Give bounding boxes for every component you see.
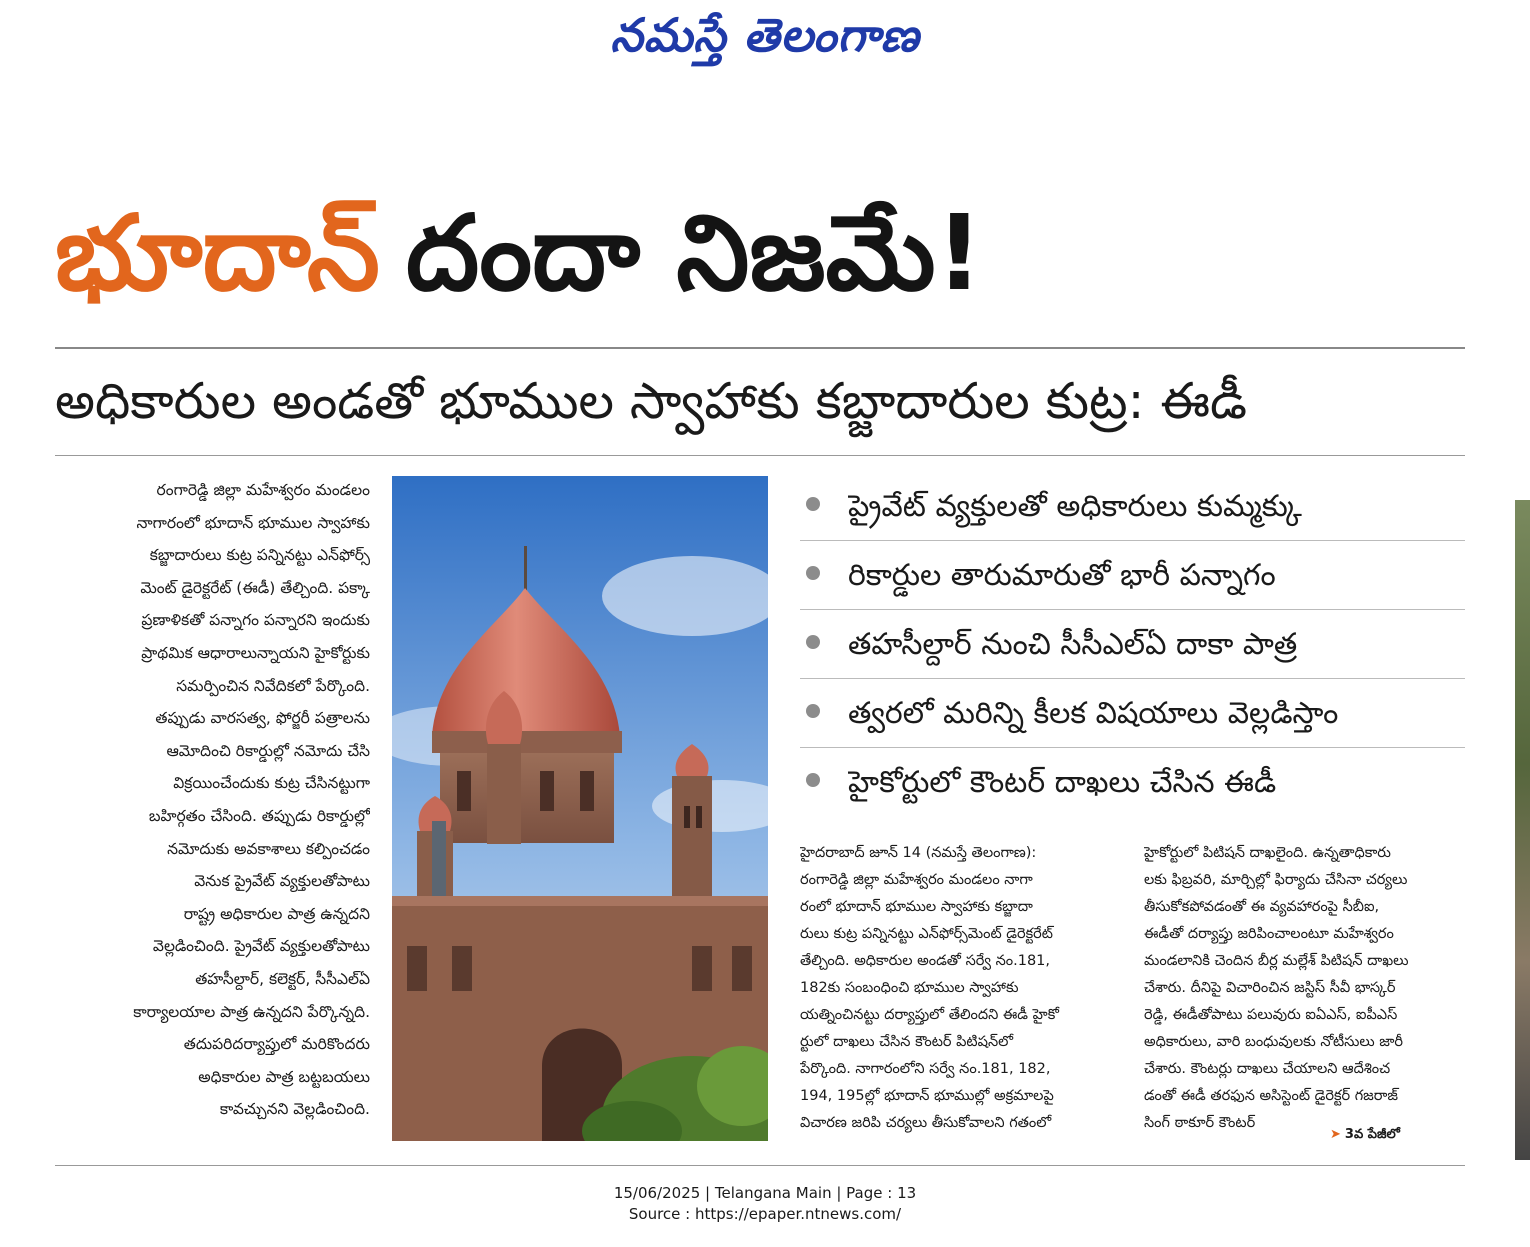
key-point-text: తహసీల్దార్ నుంచి సీసీఎల్ఏ దాకా పాత్ర [848,627,1298,662]
intro-line: ప్రణాళికతో పన్నాగం పన్నారని ఇందుకు [141,611,370,630]
divider [55,347,1465,349]
article-body-column-2 [1144,840,1464,1145]
intro-column [62,474,370,1146]
body-line: మండలానికి చెందిన బీర్ల మల్లేశ్ పిటిషన్ దాఖలు [1144,953,1409,969]
intro-line: తప్పుడు వారసత్వ, ఫోర్జరీ పత్రాలను [155,709,370,728]
body-line: హైదరాబాద్ జూన్ 14 (నమస్తే తెలంగాణ): [800,845,1037,861]
body-line: 182కు సంబంధించి భూముల స్వాహాకు [800,980,1019,996]
adjacent-page-photo-edge [1515,500,1530,1160]
continued-on-page-marker [1330,1124,1460,1146]
intro-line: విక్రయించేందుకు కుట్ర చేసినట్టుగా [173,774,370,793]
key-point-text: ప్రైవేట్ వ్యక్తులతో అధికారులు కుమ్మక్కు [848,489,1302,524]
body-line: లకు ఫిబ్రవరి, మార్చిల్లో ఫిర్యాదు చేసినా చర్యలు [1144,872,1408,888]
sub-headline: అధికారుల అండతో భూముల స్వాహాకు కబ్జాదారుల కుట్ర: ఈడీ [55,372,1248,430]
key-point [800,679,1465,748]
main-headline [55,168,1475,338]
intro-line: అధికారుల పాత్ర బట్టబయలు [198,1067,370,1086]
body-line: 194, 195ల్లో భూదాన్ భూముల్లో అక్రమాలపై [800,1088,1054,1104]
intro-line: ప్రాథమిక ఆధారాలున్నాయని హైకోర్టుకు [141,643,370,662]
continued-page-label: 3వ పేజీలో [1344,1127,1400,1142]
body-line: హైకోర్టులో పిటిషన్ దాఖలైంది. ఉన్నతాధికారు [1144,845,1391,861]
body-line: డంతో ఈడీ తరఫున అసిస్టెంట్ డైరెక్టర్ గజరాజ్ [1144,1088,1398,1104]
divider [55,455,1465,456]
body-line: విచారణ జరిపి చర్యలు తీసుకోవాలని గతంలో [800,1115,1052,1131]
body-line: ఈడీతో దర్యాప్తు జరిపించాలంటూ మహేశ్వరం [1144,926,1394,942]
body-line: పేర్కొంది. నాగారంలోని సర్వే నం.181, 182, [800,1061,1051,1077]
intro-line: కార్యాలయాల పాత్ర ఉన్నదని పేర్కొన్నది. [133,1002,370,1021]
key-point [800,610,1465,679]
body-line: ర్టులో దాఖలు చేసిన కౌంటర్ పిటిషన్‌లో [800,1034,1014,1050]
key-point-text: త్వరలో మరిన్ని కీలక విషయాలు వెల్లడిస్తాం [848,696,1339,731]
intro-line: నమోదుకు అవకాశాలు కల్పించడం [167,839,370,858]
newspaper-masthead [0,8,1530,78]
key-point [800,748,1465,817]
body-line: చేశారు. కౌంటర్లు దాఖలు చేయాలని ఆదేశించ [1144,1061,1391,1077]
key-point [800,472,1465,541]
bullet-dot-icon [806,566,820,580]
intro-line: తహసీల్దార్, కలెక్టర్, సీసీఎల్ఏ [195,969,370,988]
intro-line: బహిర్గతం చేసింది. తప్పుడు రికార్డుల్లో [148,806,370,825]
intro-line: నాగారంలో భూదాన్ భూముల స్వాహాకు [136,513,370,532]
intro-line: రాష్ట్ర అధికారుల పాత్ర ఉన్నదని [183,904,370,923]
body-line: రంలో భూదాన్ భూముల స్వాహాకు కబ్జాదా [800,899,1033,915]
headline-black-part: దందా నిజమే! [405,192,983,314]
bullet-dot-icon [806,497,820,511]
divider [55,1165,1465,1166]
body-line: యత్నించినట్టు దర్యాప్తులో తేలిందని ఈడీ హైకో [800,1007,1059,1023]
intro-line: తదుపరిదర్యాప్తులో మరికొందరు [183,1035,370,1054]
headline-orange-part: భూదాన్ [55,192,380,314]
intro-line: వెనుక ప్రైవేట్ వ్యక్తులతోపాటు [194,872,370,891]
body-line: రెడ్డి, ఈడీతోపాటు పలువురు ఐఏఎస్, ఐపీఎస్ [1144,1007,1398,1023]
intro-line: సమర్పించిన నివేదికలో పేర్కొంది. [176,676,370,695]
key-points-list [800,472,1465,817]
body-line: రంగారెడ్డి జిల్లా మహేశ్వరం మండలం నాగా [800,872,1033,888]
intro-line: వెల్లడించింది. ప్రైవేట్ వ్యక్తులతోపాటు [152,937,370,956]
page-footer [0,1183,1530,1225]
article-body-column-1 [800,840,1120,1145]
masthead-title: నమస్తే తెలంగాణ [610,8,920,62]
intro-line: రంగారెడ్డి జిల్లా మహేశ్వరం మండలం [156,481,370,499]
intro-line: కావచ్చునని వెల్లడించింది. [219,1100,370,1119]
body-line: రులు కుట్ర పన్నినట్టు ఎన్‌ఫోర్స్‌మెంట్ డైరెక్టరేట్ [800,926,1053,942]
body-line: సింగ్ ఠాకూర్ కౌంటర్ [1144,1115,1256,1131]
high-court-photo [392,476,768,1141]
intro-line: ఆమోదించి రికార్డుల్లో నమోదు చేసి [166,741,370,760]
intro-line: కబ్జాదారులు కుట్ర పన్నినట్టు ఎన్‌ఫోర్స్ [149,546,370,565]
key-point-text: రికార్డుల తారుమారుతో భారీ పన్నాగం [848,558,1276,593]
key-point-text: హైకోర్టులో కౌంటర్ దాఖలు చేసిన ఈడీ [848,765,1277,800]
body-line: అధికారులు, వారి బంధువులకు నోటీసులు జారీ [1144,1034,1404,1050]
body-line: తీసుకోకపోవడంతో ఈ వ్యవహారంపై సీబీఐ, [1144,899,1380,915]
bullet-dot-icon [806,704,820,718]
intro-line: మెంట్ డైరెక్టరేట్ (ఈడీ) తేల్చింది. పక్కా [140,578,370,597]
body-line: తేల్చింది. అధికారుల అండతో సర్వే నం.181, [800,953,1051,969]
bullet-dot-icon [806,773,820,787]
edition-info: 15/06/2025 | Telangana Main | Page : 13 [613,1184,917,1202]
body-line: చేశారు. దీనిపై విచారించిన జస్టిస్ సీవీ భాస్కర్ [1144,980,1396,996]
key-point [800,541,1465,610]
source-url: Source : https://epaper.ntnews.com/ [628,1205,902,1223]
continue-arrow-icon: ➤ [1330,1127,1341,1142]
bullet-dot-icon [806,635,820,649]
